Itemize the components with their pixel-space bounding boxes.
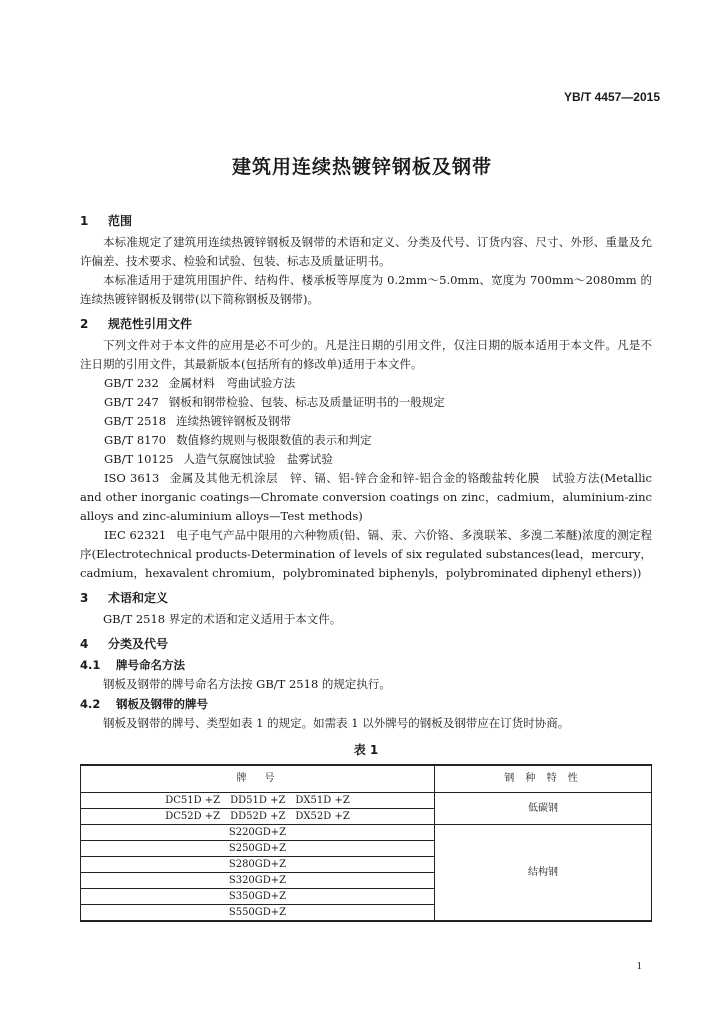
reference-code: GB/T 8170 [104, 433, 167, 447]
header-grade: 牌 号 [81, 765, 435, 793]
subsection-4-2-heading [80, 695, 652, 714]
page-number: 1 [636, 960, 642, 972]
grade-cell: S550GD+Z [81, 905, 435, 922]
steel-type-cell: 低碳钢 [435, 793, 652, 825]
reference-item [80, 374, 652, 393]
section-1-heading [80, 212, 652, 231]
reference-item [80, 431, 652, 450]
reference-code: GB/T 10125 [104, 452, 174, 466]
document-code: YB/T 4457—2015 [563, 90, 660, 104]
table-row [81, 825, 652, 841]
reference-code: GB/T 247 [104, 395, 159, 409]
section-title: 范围 [108, 214, 133, 228]
section-title: 术语和定义 [108, 591, 169, 605]
section-number: 4 [80, 637, 89, 651]
paragraph: 钢板及钢带的牌号命名方法按 GB/T 2518 的规定执行。 [103, 677, 391, 691]
reference-title: 连续热镀锌钢板及钢带 [176, 414, 292, 428]
section-title: 分类及代号 [108, 637, 169, 651]
subsection-title: 牌号命名方法 [116, 658, 185, 672]
section-4-heading [80, 635, 652, 654]
section-3-heading [80, 589, 652, 608]
table-row [81, 793, 652, 809]
table-caption: 表 1 [353, 743, 379, 757]
grade-cell: S320GD+Z [81, 873, 435, 889]
reference-title: 电子电气产品中限用的六种物质(铅、镉、汞、六价铬、多溴联苯、多溴二苯醚)浓度的测定程序(Electrotechnical products-Determination of levels of six regulated substances(lead，mercury，cadmium，hexavalent chromium，polybrominated biphenyls，polybrominated diphenyl ethers)) [80, 528, 652, 580]
reference-title: 数值修约规则与极限数值的表示和判定 [176, 433, 372, 447]
section-2-heading [80, 315, 652, 334]
document-title: 建筑用连续热镀锌钢板及钢带 [231, 156, 492, 178]
section-number: 3 [80, 591, 89, 605]
subsection-title: 钢板及钢带的牌号 [116, 697, 208, 711]
table-header-row [81, 765, 652, 793]
subsection-number: 4.2 [80, 697, 101, 711]
section-title: 规范性引用文件 [108, 317, 193, 331]
grade-cell: DC51D +Z DD51D +Z DX51D +Z [81, 793, 435, 809]
reference-title: 钢板和钢带检验、包装、标志及质量证明书的一般规定 [168, 395, 445, 409]
steel-type-cell: 结构钢 [435, 825, 652, 922]
paragraph: 本标准适用于建筑用围护件、结构件、楼承板等厚度为 0.2mm～5.0mm、宽度为 700mm～2080mm 的连续热镀锌钢板及钢带(以下简称钢板及钢带)。 [80, 273, 652, 306]
document-body [80, 206, 652, 922]
paragraph: 下列文件对于本文件的应用是必不可少的。凡是注日期的引用文件，仅注日期的版本适用于本文件。凡是不注日期的引用文件，其最新版本(包括所有的修改单)适用于本文件。 [80, 338, 652, 371]
reference-title: 金属及其他无机涂层 锌、镉、铝-锌合金和锌-铝合金的铬酸盐转化膜 试验方法(Metallic and other inorganic coatings—Chromate conversion coatings on zinc，cadmium，aluminium-zinc alloys and zinc-aluminium alloys—Test methods) [80, 471, 652, 523]
grade-table [80, 764, 652, 922]
grade-cell: DC52D +Z DD52D +Z DX52D +Z [81, 809, 435, 825]
reference-code: GB/T 232 [104, 376, 159, 390]
header-steel-type: 钢 种 特 性 [435, 765, 652, 793]
reference-item [80, 393, 652, 412]
paragraph: 本标准规定了建筑用连续热镀锌钢板及钢带的术语和定义、分类及代号、订货内容、尺寸、外形、重量及允许偏差、技术要求、检验和试验、包装、标志及质量证明书。 [80, 235, 652, 268]
section-number: 2 [80, 317, 89, 331]
reference-title: 金属材料 弯曲试验方法 [168, 376, 296, 390]
reference-item [80, 412, 652, 431]
grade-cell: S250GD+Z [81, 841, 435, 857]
subsection-4-1-heading [80, 656, 652, 675]
reference-item [80, 526, 652, 583]
section-number: 1 [80, 214, 89, 228]
reference-code: ISO 3613 [104, 471, 160, 485]
reference-code: IEC 62321 [104, 528, 167, 542]
reference-item [80, 469, 652, 526]
reference-code: GB/T 2518 [104, 414, 167, 428]
grade-cell: S280GD+Z [81, 857, 435, 873]
paragraph: GB/T 2518 界定的术语和定义适用于本文件。 [103, 612, 342, 626]
subsection-number: 4.1 [80, 658, 101, 672]
paragraph: 钢板及钢带的牌号、类型如表 1 的规定。如需表 1 以外牌号的钢板及钢带应在订货时协商。 [103, 716, 570, 730]
grade-cell: S220GD+Z [81, 825, 435, 841]
reference-item [80, 450, 652, 469]
grade-cell: S350GD+Z [81, 889, 435, 905]
reference-title: 人造气氛腐蚀试验 盐雾试验 [183, 452, 333, 466]
